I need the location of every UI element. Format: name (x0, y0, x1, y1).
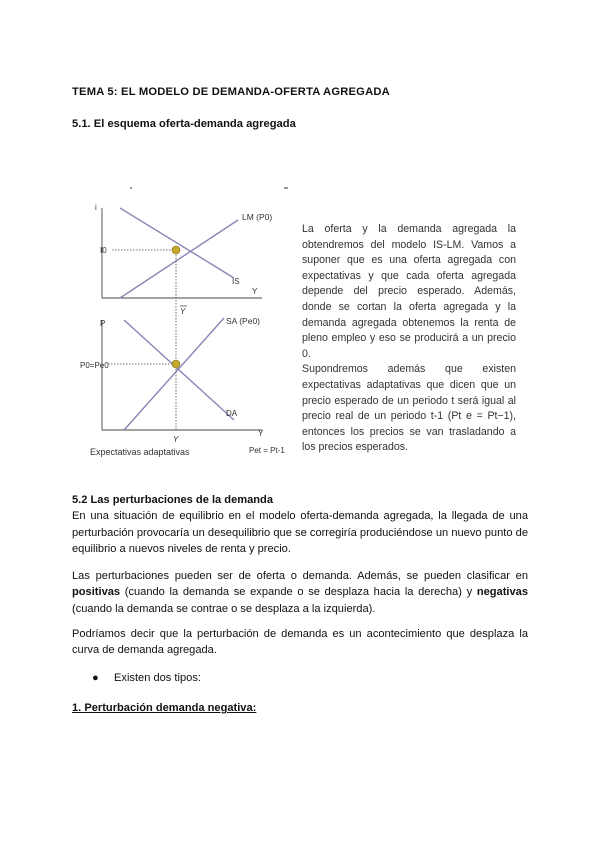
y-tick-label: Y (173, 435, 179, 444)
page-title: TEMA 5: EL MODELO DE DEMANDA-OFERTA AGREGADA (72, 86, 390, 98)
expectations-formula: Pet = Pt-1 (249, 446, 285, 455)
section-52-title: 5.2 Las perturbaciones de la demanda (72, 494, 273, 506)
p0-label: P0=Pe0 (80, 361, 109, 370)
is-label: IS (232, 277, 240, 286)
bullet-item (92, 672, 201, 684)
da-label: DA (226, 409, 238, 418)
as-ad-panel (80, 316, 264, 444)
lower-p-axis-label: P (100, 319, 106, 328)
section-52-p2: Las perturbaciones pueden ser de oferta o demanda. Además, se pueden clasificar en positivas (cuando la demanda se expande o se desplaza hacia la derecha) y negativas (cuando la demanda se contrae o se desplaza a la izquierda). (72, 570, 528, 615)
negative-perturbation-heading: 1. Perturbación demanda negativa: (72, 702, 257, 714)
figure-side-text (302, 222, 516, 456)
bullet-text: Existen dos tipos: (114, 672, 201, 684)
ybar-label: Y (180, 307, 186, 316)
da-curve (124, 320, 234, 420)
upper-y-label: Y (252, 287, 258, 296)
lm-label: LM (P0) (242, 212, 273, 222)
lm-curve (120, 220, 238, 298)
is-lm-as-ad-figure (80, 180, 306, 470)
section-52-p3: Podríamos decir que la perturbación de demanda es un acontecimiento que desplaza la curva de demanda agregada. (72, 628, 528, 657)
bullet-icon: ● (92, 672, 99, 684)
section-52-p2-block (72, 568, 528, 617)
upper-equilibrium-point (172, 246, 180, 254)
sa-curve (124, 318, 224, 430)
lower-y-label: Y (258, 429, 264, 438)
section-51-title: 5.1. El esquema oferta-demanda agregada (72, 118, 296, 130)
is-lm-panel (95, 203, 272, 298)
figure-text-p2: Supondremos además que existen expectativas adaptativas que dicen que un precio esperado de un periodo t será igual al precio real de un periodo t-1 (Pt e = Pt−1), entonces los precios se van trasladando a los precios esperados. (302, 363, 516, 454)
section-52-p3-block (72, 626, 528, 659)
is-curve (120, 208, 234, 278)
sa-label: SA (Pe0) (226, 316, 261, 326)
section-52 (72, 492, 528, 557)
i0-label: I0 (100, 246, 107, 255)
figure-caption: Expectativas adaptativas (90, 447, 190, 457)
negativas-term: negativas (476, 586, 528, 599)
positivas-term: positivas (72, 586, 121, 599)
lower-equilibrium-point (172, 360, 180, 368)
section-52-p1: En una situación de equilibrio en el modelo oferta-demanda agregada, la llegada de una perturbación provocaría un desequilibrio que se corregiría produciéndose un nuevo punto de equilibrio a nuevos niveles de renta y precio. (72, 510, 528, 555)
upper-i-axis-label: i (95, 203, 97, 212)
figure-text-p1: La oferta y la demanda agregada la obtendremos del modelo IS-LM. Vamos a suponer que es una oferta agregada con expectativas y que cada oferta agregada depende del precio esperado. Además, donde se cortan la oferta agregada y la demanda agregada obtenemos la renta de pleno empleo y eso se producirá a un precio 0. (302, 223, 516, 360)
